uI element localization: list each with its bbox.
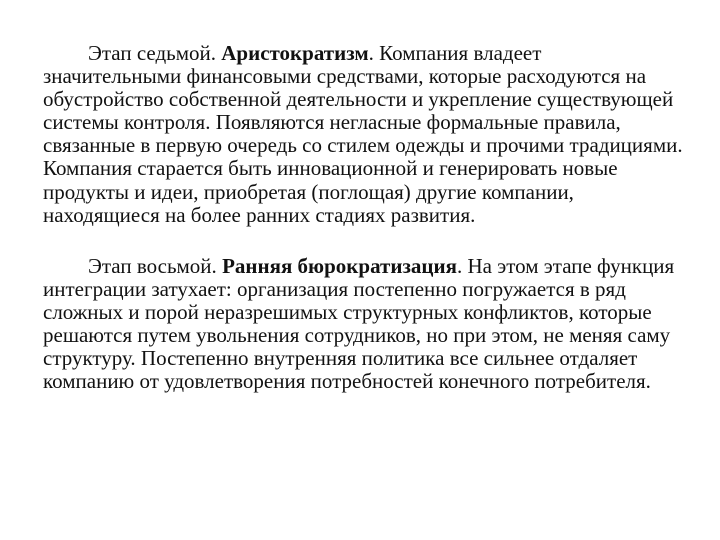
stage-title: Ранняя бюрократизация [222, 253, 457, 278]
stage-label: Этап седьмой. [88, 41, 216, 65]
paragraph-stage-seven [43, 42, 684, 227]
stage-title: Аристократизм [221, 41, 369, 65]
paragraph-stage-eight [43, 255, 684, 394]
stage-label: Этап восьмой. [88, 253, 217, 278]
stage-description: . На этом этапе функция интеграции затухает: организация постепенно погружается в ряд сложных и порой неразрешимых структурных конфликтов, которые решаются путем увольнения сотрудников, но при этом, не меняя саму структуру. Постепенно внутренняя политика все сильнее отдаляет компанию от удовлетворения потребностей конечного потребителя. [43, 253, 675, 394]
stage-description: . Компания владеет значительными финансовыми средствами, которые расходуются на обустройство собственной деятельности и укрепление существующей системы контроля. Появляются негласные формальные правила, связанные в первую очередь со стилем одежды и прочими традициями. Компания старается быть инновационной и генерировать новые продукты и идеи, приобретая (поглощая) другие компании, находящиеся на более ранних стадиях развития. [43, 41, 683, 227]
